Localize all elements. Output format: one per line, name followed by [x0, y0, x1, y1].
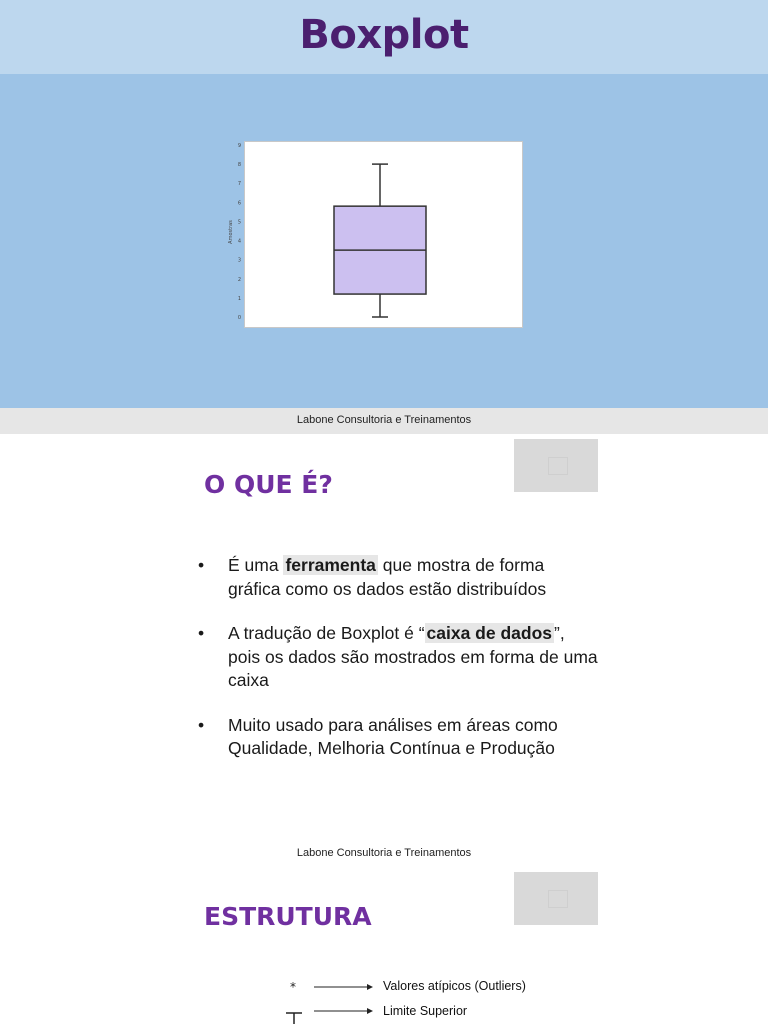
- bullet-highlight: ferramenta: [285, 555, 376, 575]
- structure-label-upper-limit: Limite Superior: [383, 1004, 468, 1018]
- y-tick-label: 8: [237, 162, 241, 169]
- y-tick-label: 0: [237, 315, 241, 321]
- boxplot-chart: [222, 138, 522, 330]
- bullet-dot: •: [198, 555, 205, 575]
- outlier-star-icon: *: [290, 980, 296, 994]
- section-heading-what: O QUE É?: [204, 470, 333, 499]
- y-tick-label: 9: [237, 143, 241, 149]
- bullet-dot: •: [198, 714, 205, 735]
- bullet-item: [198, 622, 598, 693]
- structure-arrows: [280, 975, 390, 1024]
- footer-text-1: Labone Consultoria e Treinamentos: [296, 414, 472, 426]
- bullet-highlight: caixa de dados: [426, 623, 553, 643]
- y-tick-label: 6: [237, 200, 241, 207]
- structure-label-outliers: Valores atípicos (Outliers): [383, 979, 526, 993]
- y-tick-label: 4: [237, 238, 241, 245]
- bullet-text: ”, pois os dados são mostrados em forma de uma caixa: [228, 623, 598, 690]
- bullet-text: que mostra de forma gráfica como os dados estão distribuídos: [228, 555, 547, 599]
- section-heading-structure: ESTRUTURA: [204, 902, 372, 931]
- y-axis-label: Amostras: [228, 220, 234, 244]
- bullet-item: [198, 554, 598, 601]
- bullet-text: A tradução de Boxplot é “: [228, 623, 425, 643]
- y-tick-label: 3: [237, 257, 241, 264]
- placeholder-image: [514, 872, 598, 925]
- bullet-list: [198, 554, 598, 782]
- y-tick-label: 5: [237, 219, 241, 226]
- y-tick-label: 2: [237, 276, 241, 283]
- bullet-dot: •: [198, 623, 205, 643]
- placeholder-image: [514, 439, 598, 492]
- bullet-text: Muito usado para análises em áreas como Qualidade, Melhoria Contínua e Produção: [228, 714, 558, 758]
- y-tick-label: 1: [237, 295, 241, 302]
- y-tick-label: 7: [237, 181, 241, 188]
- page-title: Boxplot: [299, 12, 469, 58]
- bullet-item: [198, 714, 598, 761]
- footer-text-2: Labone Consultoria e Treinamentos: [296, 847, 472, 859]
- bullet-text: É uma: [228, 555, 284, 575]
